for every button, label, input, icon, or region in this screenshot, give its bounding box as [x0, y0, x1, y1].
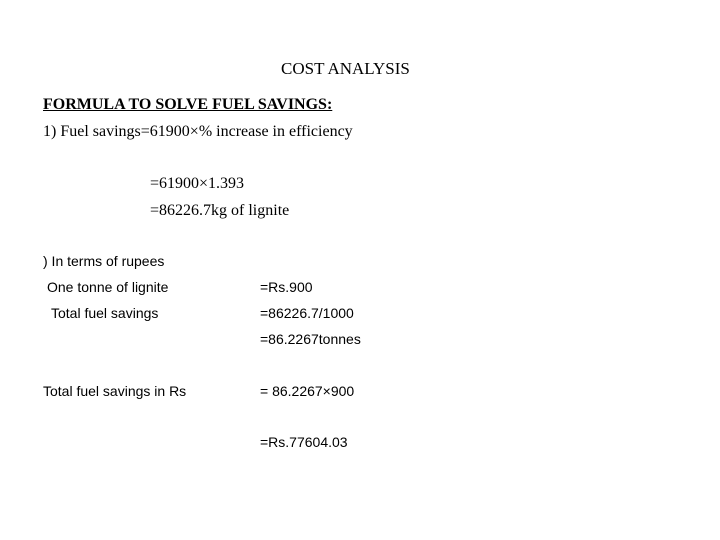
- fuel-savings-formula: 1) Fuel savings=61900×% increase in efficiency: [43, 123, 353, 140]
- calc-line-1: =61900×1.393: [150, 175, 245, 192]
- row-value-1: =Rs.900: [260, 279, 313, 295]
- row-value-2: =86226.7/1000: [260, 305, 354, 321]
- page-title: COST ANALYSIS: [281, 59, 410, 78]
- row-value-4: = 86.2267×900: [260, 383, 355, 399]
- row-label-1: One tonne of lignite: [47, 279, 169, 295]
- formula-heading: FORMULA TO SOLVE FUEL SAVINGS:: [43, 96, 333, 113]
- row-label-4: Total fuel savings in Rs: [43, 383, 187, 399]
- row-label-2: Total fuel savings: [51, 305, 159, 321]
- rupees-heading: ) In terms of rupees: [43, 253, 165, 269]
- row-value-3: =86.2267tonnes: [260, 331, 361, 347]
- calc-line-2: =86226.7kg of lignite: [150, 202, 290, 219]
- row-value-5: =Rs.77604.03: [260, 434, 348, 450]
